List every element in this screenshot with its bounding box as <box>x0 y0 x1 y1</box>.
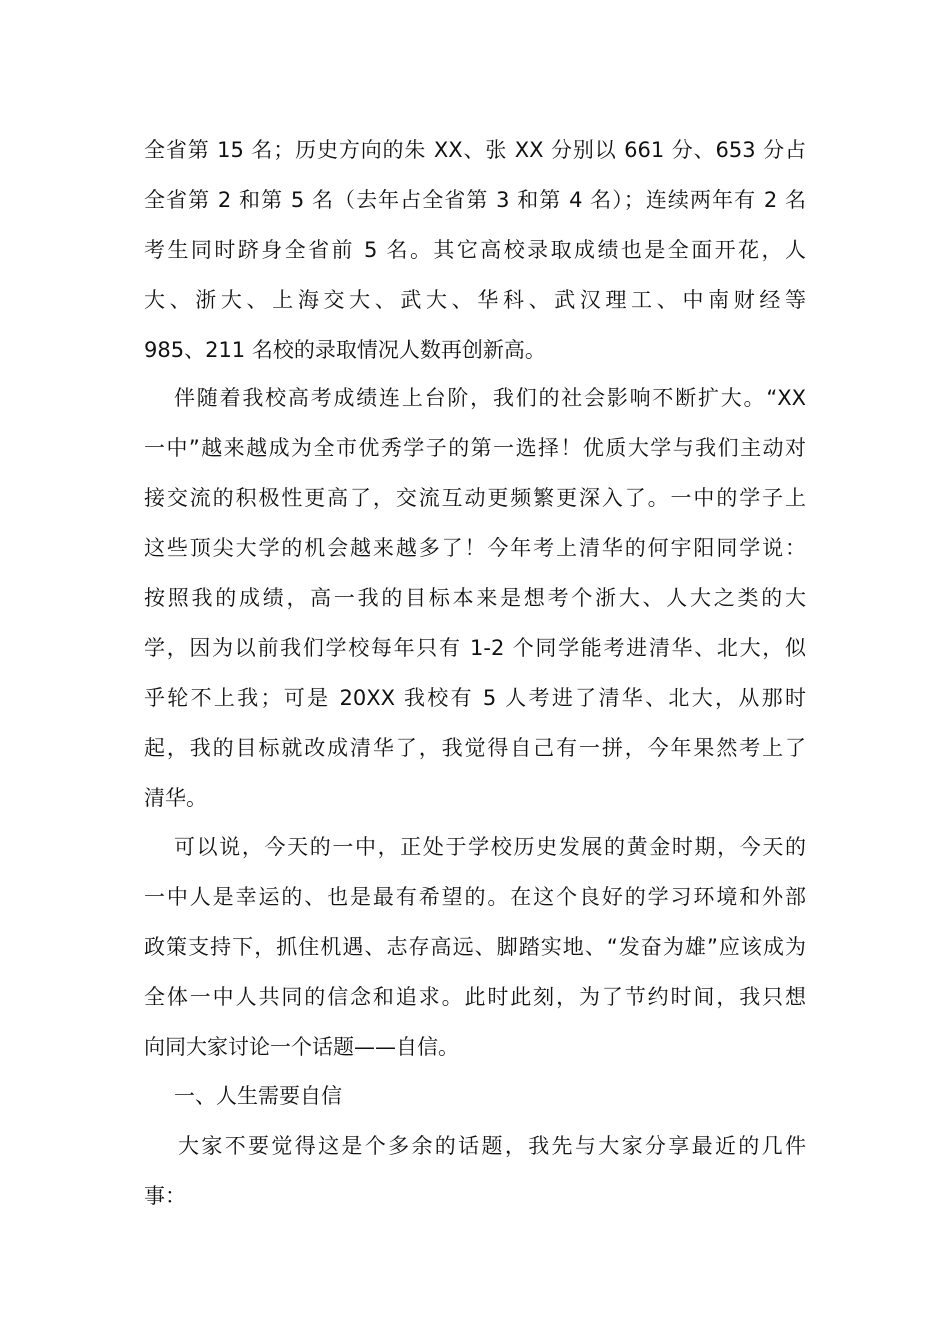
text-line: 考生同时跻身全省前 5 名。其它高校录取成绩也是全面开花，人 <box>144 238 806 262</box>
text-line: 伴随着我校高考成绩连上台阶，我们的社会影响不断扩大。“XX <box>174 386 806 410</box>
text-line: 可以说，今天的一中，正处于学校历史发展的黄金时期，今天的 <box>174 835 806 859</box>
text-line: 全省第 2 和第 5 名（去年占全省第 3 和第 4 名）；连续两年有 2 名 <box>144 188 806 212</box>
text-line: 事： <box>144 1184 186 1208</box>
text-line: 这些顶尖大学的机会越来越多了！今年考上清华的何宇阳同学说： <box>144 536 806 560</box>
text-line: 大家不要觉得这是个多余的话题，我先与大家分享最近的几件 <box>178 1134 806 1158</box>
text-line: 起，我的目标就改成清华了，我觉得自己有一拼，今年果然考上了 <box>144 736 806 760</box>
text-line: 985、211 名校的录取情况人数再创新高。 <box>144 338 546 362</box>
text-line: 接交流的积极性更高了，交流互动更频繁更深入了。一中的学子上 <box>144 486 806 510</box>
text-line: 按照我的成绩，高一我的目标本来是想考个浙大、人大之类的大 <box>144 586 806 610</box>
text-line: 向同大家讨论一个话题——自信。 <box>144 1035 459 1059</box>
text-line: 全省第 15 名；历史方向的朱 XX、张 XX 分别以 661 分、653 分占 <box>144 138 806 162</box>
text-line: 学，因为以前我们学校每年只有 1-2 个同学能考进清华、北大，似 <box>144 636 806 660</box>
text-line: 清华。 <box>144 786 207 810</box>
text-line: 一中人是幸运的、也是最有希望的。在这个良好的学习环境和外部 <box>144 885 806 909</box>
text-line: 乎轮不上我；可是 20XX 我校有 5 人考进了清华、北大，从那时 <box>144 686 806 710</box>
text-line: 全体一中人共同的信念和追求。此时此刻，为了节约时间，我只想 <box>144 985 806 1009</box>
text-line: 政策支持下，抓住机遇、志存高远、脚踏实地、“发奋为雄”应该成为 <box>144 935 806 959</box>
text-line: 一中”越来越成为全市优秀学子的第一选择！优质大学与我们主动对 <box>144 436 806 460</box>
section-heading: 一、人生需要自信 <box>174 1084 342 1108</box>
text-line: 大、浙大、上海交大、武大、华科、武汉理工、中南财经等 <box>144 288 806 312</box>
